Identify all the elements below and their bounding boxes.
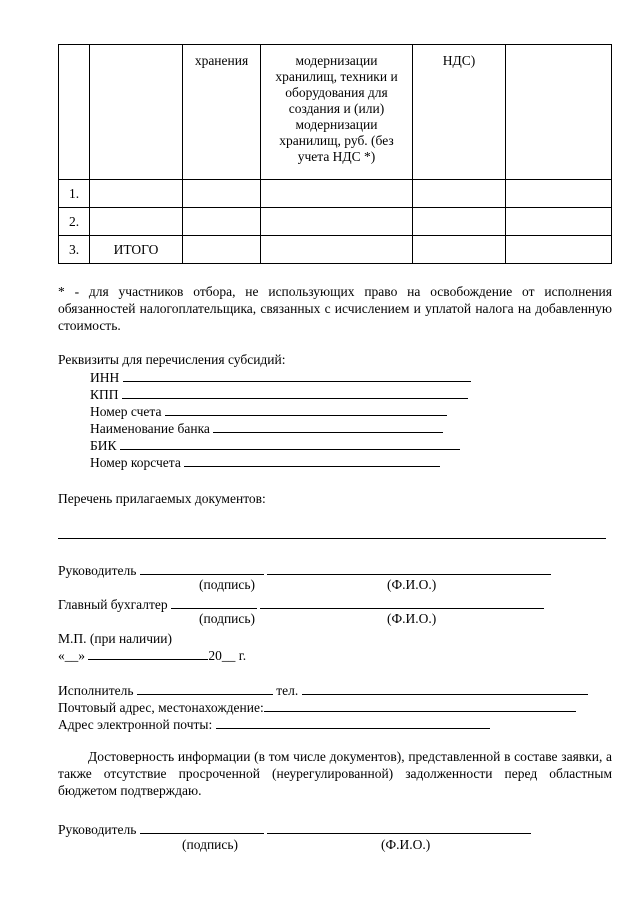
table-cell (261, 208, 413, 236)
table-cell (261, 180, 413, 208)
accountant-name-hint: (Ф.И.О.) (387, 611, 437, 626)
account-number-blank-line[interactable] (165, 404, 447, 416)
bank-name-field[interactable] (90, 420, 443, 437)
kpp-field[interactable] (90, 386, 468, 403)
table-cell (183, 180, 261, 208)
kpp-label: КПП (90, 387, 119, 402)
date-year: 20__ г. (208, 648, 247, 663)
date-day: «__» (58, 648, 85, 663)
accountant-signature-blank[interactable] (171, 597, 257, 609)
executor-line[interactable] (58, 682, 588, 699)
table-cell (183, 208, 261, 236)
corr-account-label: Номер корсчета (90, 455, 181, 470)
bik-blank-line[interactable] (120, 438, 460, 450)
table-header-cell (90, 45, 183, 180)
accountant-name-blank[interactable] (260, 597, 544, 609)
table-row (59, 180, 612, 208)
documents-title: Перечень прилагаемых документов: (58, 491, 266, 506)
accountant-signature-line[interactable] (58, 596, 544, 613)
bik-field[interactable] (90, 437, 460, 454)
inn-blank-line[interactable] (123, 370, 471, 382)
table-cell (183, 236, 261, 264)
table-row (59, 236, 612, 264)
final-head-signature-line[interactable] (58, 821, 531, 838)
head-signature-line[interactable] (58, 562, 551, 579)
head-name-hint: (Ф.И.О.) (387, 577, 437, 592)
email-blank[interactable] (216, 717, 490, 729)
table-cell: ИТОГО (90, 236, 183, 264)
date-month-blank[interactable] (88, 648, 208, 660)
phone-label: тел. (276, 683, 299, 698)
corr-account-blank-line[interactable] (184, 455, 440, 467)
email-label: Адрес электронной почты: (58, 717, 213, 732)
inn-label: ИНН (90, 370, 120, 385)
account-number-field[interactable] (90, 403, 447, 420)
table-cell (506, 208, 612, 236)
table-cell (413, 236, 506, 264)
table-cell: 3. (59, 236, 90, 264)
table-header-cell: хранения (183, 45, 261, 180)
table-header-cell (59, 45, 90, 180)
table-cell: 2. (59, 208, 90, 236)
bank-name-blank-line[interactable] (213, 421, 443, 433)
address-label: Почтовый адрес, местонахождение: (58, 700, 264, 715)
stamp-note: М.П. (при наличии) (58, 631, 172, 646)
table-row (59, 208, 612, 236)
phone-blank[interactable] (302, 683, 588, 695)
requisites-title: Реквизиты для перечисления субсидий: (58, 352, 286, 367)
table-cell (413, 180, 506, 208)
kpp-blank-line[interactable] (122, 387, 468, 399)
head-signature-blank[interactable] (140, 563, 264, 575)
table-cell: 1. (59, 180, 90, 208)
table-header-cell: модернизации хранилищ, техники и оборудования для создания и (или) модернизации хранилищ, руб. (без учета НДС *) (261, 45, 413, 180)
documents-blank-line[interactable] (58, 538, 606, 539)
accountant-label: Главный бухгалтер (58, 597, 168, 612)
final-signature-hint: (подпись) (182, 837, 239, 852)
table-cell (413, 208, 506, 236)
table-header-row (59, 45, 612, 180)
table-cell (90, 208, 183, 236)
final-head-signature-blank[interactable] (140, 822, 264, 834)
table-cell (506, 180, 612, 208)
table-cell (261, 236, 413, 264)
table-cell (506, 236, 612, 264)
head-signature-hint: (подпись) (199, 577, 256, 592)
address-blank[interactable] (264, 700, 576, 712)
head-name-blank[interactable] (267, 563, 551, 575)
head-label: Руководитель (58, 563, 137, 578)
bank-name-label: Наименование банка (90, 421, 210, 436)
bik-label: БИК (90, 438, 117, 453)
email-line[interactable] (58, 716, 490, 733)
inn-field[interactable] (90, 369, 471, 386)
account-number-label: Номер счета (90, 404, 162, 419)
final-name-hint: (Ф.И.О.) (381, 837, 431, 852)
final-head-name-blank[interactable] (267, 822, 531, 834)
accountant-signature-hint: (подпись) (199, 611, 256, 626)
executor-blank[interactable] (137, 683, 273, 695)
vat-footnote: * - для участников отбора, не использующих право на освобождение от исполнения обязанностей налогоплательщика, связанных с исчислением и уплатой налога на добавленную стоимость. (58, 284, 612, 333)
corr-account-field[interactable] (90, 454, 440, 471)
subsidy-table (58, 44, 612, 264)
table-header-cell (506, 45, 612, 180)
confirmation-text: Достоверность информации (в том числе документов), представленной в составе заявки, а также отсутствие просроченной (неурегулированной) задолженности перед областным бюджетом подтверждаю. (58, 749, 612, 798)
table-header-cell: НДС) (413, 45, 506, 180)
table-cell (90, 180, 183, 208)
date-line[interactable] (58, 647, 246, 664)
executor-label: Исполнитель (58, 683, 134, 698)
address-line[interactable] (58, 699, 576, 716)
final-head-label: Руководитель (58, 822, 137, 837)
